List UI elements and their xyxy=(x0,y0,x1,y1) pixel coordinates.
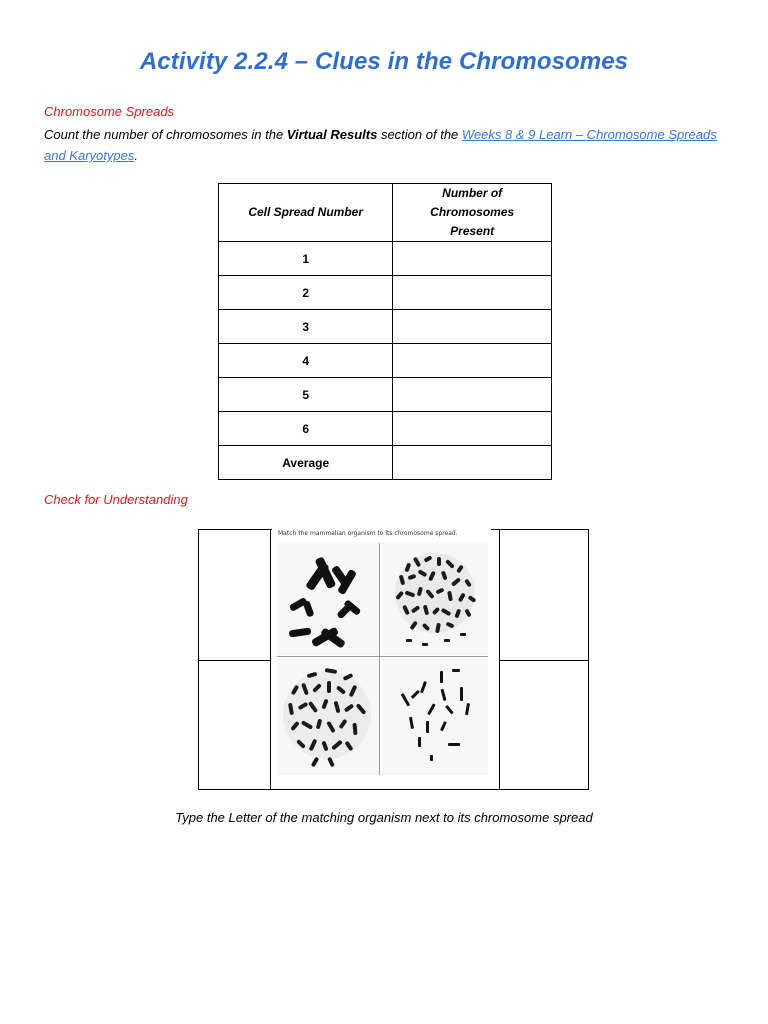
answer-box-top-left[interactable] xyxy=(198,529,271,661)
spread-panel-bottom-left xyxy=(277,659,379,775)
figure-caption: Match the mammalian organism to its chromosome spread. xyxy=(278,530,458,537)
answer-box-bottom-right[interactable] xyxy=(499,660,589,790)
count-input-cell[interactable] xyxy=(393,412,552,446)
chromosome-count-table xyxy=(218,183,552,480)
intro-bold-virtual-results: Virtual Results xyxy=(286,127,378,142)
section-heading-chromosome-spreads: Chromosome Spreads xyxy=(44,104,175,119)
header-cell-spread-number: Cell Spread Number xyxy=(219,184,393,242)
learn-link[interactable]: Weeks 8 & 9 Learn – Chromosome Spreads and Karyotypes xyxy=(44,127,717,163)
count-input-cell[interactable] xyxy=(393,276,552,310)
count-input-cell[interactable] xyxy=(393,378,552,412)
figure-divider-horizontal xyxy=(277,656,488,657)
count-input-cell[interactable] xyxy=(393,242,552,276)
row-label: 5 xyxy=(219,378,393,412)
spread-sparse-chromosomes xyxy=(382,659,488,775)
row-label: 4 xyxy=(219,344,393,378)
row-label-average: Average xyxy=(219,446,393,480)
row-label: 6 xyxy=(219,412,393,446)
page-title: Activity 2.2.4 – Clues in the Chromosomes xyxy=(139,48,629,75)
table-header-row xyxy=(219,184,552,242)
header-chromosomes-present-text: Number of Chromosomes Present xyxy=(430,186,515,238)
spread-panel-top-left xyxy=(277,543,379,655)
figure-divider-vertical xyxy=(379,543,380,775)
header-chromosomes-present xyxy=(393,184,552,242)
table-row xyxy=(219,310,552,344)
intro-paragraph xyxy=(44,124,724,166)
count-input-cell[interactable] xyxy=(393,344,552,378)
spread-medium-chromosomes xyxy=(277,659,379,775)
row-label: 3 xyxy=(219,310,393,344)
spread-few-large-chromosomes xyxy=(277,543,379,655)
average-input-cell[interactable] xyxy=(393,446,552,480)
answer-box-bottom-left[interactable] xyxy=(198,660,271,790)
table-row xyxy=(219,344,552,378)
spread-panel-top-right xyxy=(382,543,488,655)
section-heading-check-understanding: Check for Understanding xyxy=(44,492,188,507)
answer-box-top-right[interactable] xyxy=(499,529,589,661)
count-input-cell[interactable] xyxy=(393,310,552,344)
matching-instruction: Type the Letter of the matching organism next to its chromosome spread xyxy=(175,810,593,825)
table-row xyxy=(219,378,552,412)
row-label: 2 xyxy=(219,276,393,310)
intro-text-end: . xyxy=(134,148,138,163)
table-row xyxy=(219,412,552,446)
table-row xyxy=(219,446,552,480)
spread-dense-chromosomes xyxy=(382,543,488,655)
intro-text-start: Count the number of chromosomes in the xyxy=(44,127,287,142)
row-label: 1 xyxy=(219,242,393,276)
spread-panel-bottom-right xyxy=(382,659,488,775)
intro-text-middle: section of the xyxy=(377,127,462,142)
table-row xyxy=(219,242,552,276)
table-row xyxy=(219,276,552,310)
chromosome-spread-figure xyxy=(272,529,491,781)
